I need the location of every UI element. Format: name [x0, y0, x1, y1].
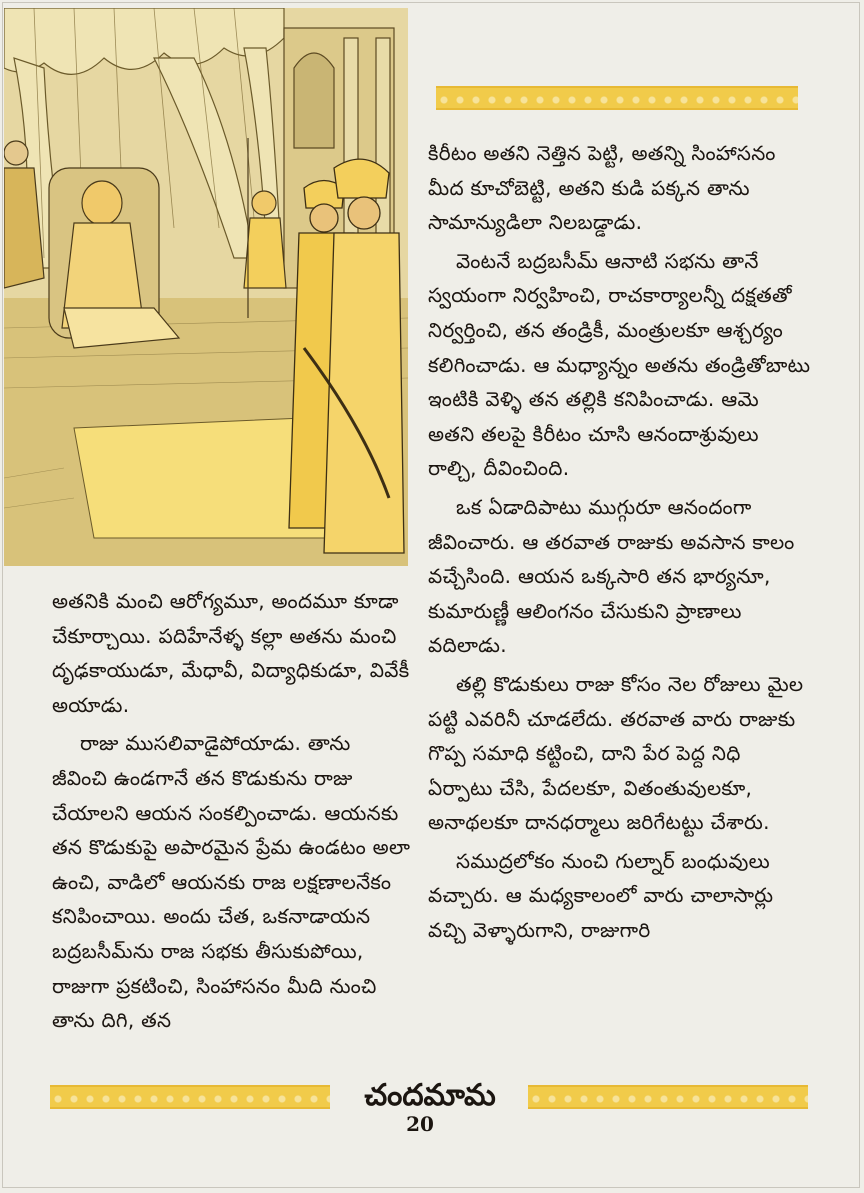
- decorative-band-top: [436, 86, 798, 110]
- paragraph: రాజు ముసలివాడైపోయాడు. తాను జీవించి ఉండగానే తన కొడుకును రాజు చేయాలని ఆయన సంకల్పించాడు. ఆయనకు తన కొడుకుపై అపారమైన ప్రేమ ఉండటం అలా ఉంచి, వాడిలో ఆయనకు రాజ లక్షణాలనేకం కనిపించాయి. అందు చేత, ఒకనాడాయన బద్రబసీమ్‌ను రాజ సభకు తీసుకుపోయి, రాజుగా ప్రకటించి, సింహాసనం మీది నుంచి తాను దిగి, తన: [52, 731, 411, 1033]
- left-text-column: [52, 584, 412, 1038]
- paragraph: కిరీటం అతని నెత్తిన పెట్టి, అతన్ని సింహాసనం మీద కూచోబెట్టి, అతని కుడి పక్కన తాను సామాన్యుడిలా నిలబడ్డాడు.: [428, 141, 776, 235]
- court-scene-illustration: [4, 8, 408, 566]
- paragraph: తల్లి కొడుకులు రాజు కోసం నెల రోజులు మైల పట్టి ఎవరినీ చూడలేదు. తరవాత వారు రాజుకు గొప్ప సమాధి కట్టించి, దాని పేర పెద్ద నిధి ఏర్పాటు చేసి, పేదలకూ, వితంతువులకూ, అనాథలకూ దానధర్మాలు జరిగేటట్టు చేశారు.: [428, 671, 804, 835]
- illustration-art: [4, 8, 408, 566]
- magazine-masthead: చందమామ: [364, 1078, 496, 1113]
- paragraph: వెంటనే బద్రబసీమ్ ఆనాటి సభను తానే స్వయంగా నిర్వహించి, రాచకార్యాలన్నీ దక్షతతో నిర్వర్తించి, తన తండ్రికీ, మంత్రులకూ ఆశ్చర్యం కలిగించాడు. ఆ మధ్యాన్నం అతను తండ్రితోబాటు ఇంటికి వెళ్ళి తన తల్లికి కనిపించాడు. ఆమె అతని తలపై కిరీటం చూసి ఆనందాశ్రువులు రాల్చి, దీవించింది.: [428, 248, 811, 481]
- page-number: 20: [406, 1112, 434, 1136]
- paragraph: అతనికి మంచి ఆరోగ్యమూ, అందమూ కూడా చేకూర్చాయి. పదిహేనేళ్ళ కల్లా అతను మంచి దృఢకాయుడూ, మేధావీ, విద్యాధికుడూ, వివేకీ అయాడు.: [52, 589, 410, 717]
- paragraph: ఒక ఏడాదిపాటు ముగ్గురూ ఆనందంగా జీవించారు. ఆ తరవాత రాజుకు అవసాన కాలం వచ్చేసింది. ఆయన ఒక్కసారి తన భార్యనూ, కుమారుణ్ణీ ఆలింగనం చేసుకుని ప్రాణాలు వదిలాడు.: [428, 494, 795, 658]
- right-text-column: [428, 136, 812, 948]
- decorative-band-footer-right: [528, 1085, 808, 1109]
- decorative-band-footer-left: [50, 1085, 330, 1109]
- paragraph: సముద్రలోకం నుంచి గుల్నార్ బంధువులు వచ్చారు. ఆ మధ్యకాలంలో వారు చాలాసార్లు వచ్చి వెళ్ళారుగాని, రాజుగారి: [428, 848, 774, 943]
